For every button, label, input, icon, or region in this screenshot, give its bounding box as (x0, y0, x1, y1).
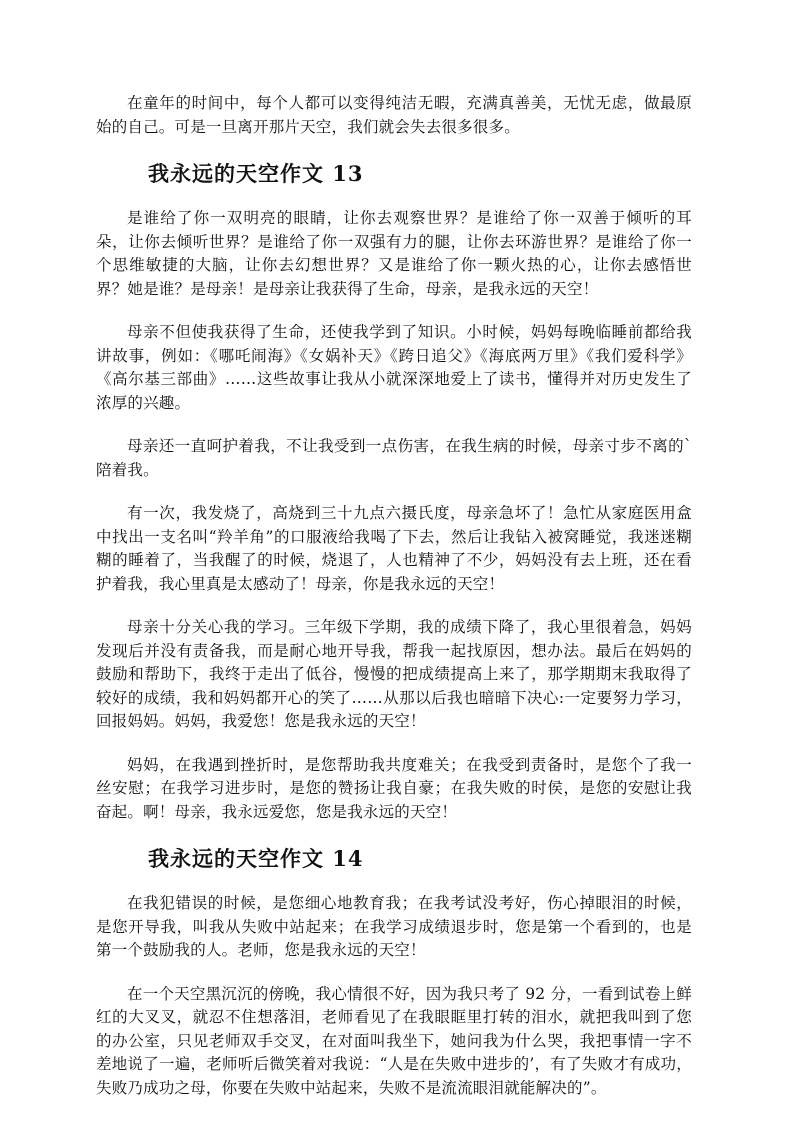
paragraph: 母亲还一直呵护着我，不让我受到一点伤害，在我生病的时候，母亲寸步不离的`陪着我。 (96, 437, 692, 479)
paragraph: 母亲十分关心我的学习。三年级下学期，我的成绩下降了，我心里很着急，妈妈发现后并没有责备我，而是耐心地开导我，帮我一起找原因，想办法。最后在妈妈的鼓励和帮助下，我终于走出了低谷，慢慢的把成绩提高上来了，那学期期末我取得了较好的成绩，我和妈妈都开心的笑了……从那以后我也暗暗下决心:一定要努力学习，回报妈妈。妈妈，我爱您！您是我永远的天空！ (96, 618, 692, 730)
paragraph: 妈妈，在我遇到挫折时，是您帮助我共度难关；在我受到责备时，是您个了我一丝安慰；在我学习进步时，是您的赞扬让我自豪；在我失败的时侯，是您的安慰让我奋起。啊！母亲，我永远爱您，您是我永远的天空！ (96, 755, 692, 821)
paragraph: 在一个天空黑沉沉的傍晚，我心情很不好，因为我只考了 92 分，一看到试卷上鲜红的大叉叉，就忍不住想落泪，老师看见了在我眼眶里打转的泪水，就把我叫到了您的办公室，只见老师双手交叉，在对面叫我坐下，她问我为什么哭，我把事情一字不差地说了一遍，老师听后微笑着对我说：“人是在失败中进步的’，有了失败才有成功，失败乃成功之母，你要在失败中站起来，失败不是流流眼泪就能解决的”。 (96, 984, 692, 1097)
essay-section-13 (96, 159, 692, 824)
paragraph: 在我犯错误的时候，是您细心地教育我；在我考试没考好，伤心掉眼泪的时候，是您开导我，叫我从失败中站起来；在我学习成绩退步时，您是第一个看到的，也是第一个鼓励我的人。老师，您是我永远的天空！ (96, 894, 692, 959)
paragraph: 有一次，我发烧了，高烧到三十九点六摄氏度，母亲急坏了！急忙从家庭医用盒中找出一支名叫“羚羊角”的口服液给我喝了下去，然后让我钻入被窝睡觉，我迷迷糊糊的睡着了，当我醒了的时候，烧退了，人也精神了不少，妈妈没有去上班，还在看护着我，我心里真是太感动了！母亲，你是我永远的天空！ (96, 504, 692, 593)
section-title: 我永远的天空作文 14 (148, 846, 364, 871)
paragraph: 母亲不但使我获得了生命，还使我学到了知识。小时候，妈妈每晚临睡前都给我讲故事，例如：《哪吒闹海》《女娲补天》《跨日追父》《海底两万里》《我们爱科学》《高尔基三部曲》……这些故事让我从小就深深地爱上了读书，懂得并对历史发生了浓厚的兴趣。 (96, 323, 692, 412)
document-page (96, 92, 692, 1120)
intro-paragraph: 在童年的时间中，每个人都可以变得纯洁无暇，充满真善美，无忧无虑，做最原始的自己。可是一旦离开那片天空，我们就会失去很多很多。 (96, 94, 692, 136)
paragraph: 是谁给了你一双明亮的眼睛，让你去观察世界？是谁给了你一双善于倾听的耳朵，让你去倾听世界？是谁给了你一双强有力的腿，让你去环游世界？是谁给了你一个思维敏捷的大脑，让你去幻想世界？又是谁给了你一颗火热的心，让你去感悟世界？她是谁？是母亲！是母亲让我获得了生命，母亲，是我永远的天空！ (96, 209, 692, 298)
section-title: 我永远的天空作文 13 (148, 161, 364, 186)
essay-section-14 (96, 844, 692, 1100)
